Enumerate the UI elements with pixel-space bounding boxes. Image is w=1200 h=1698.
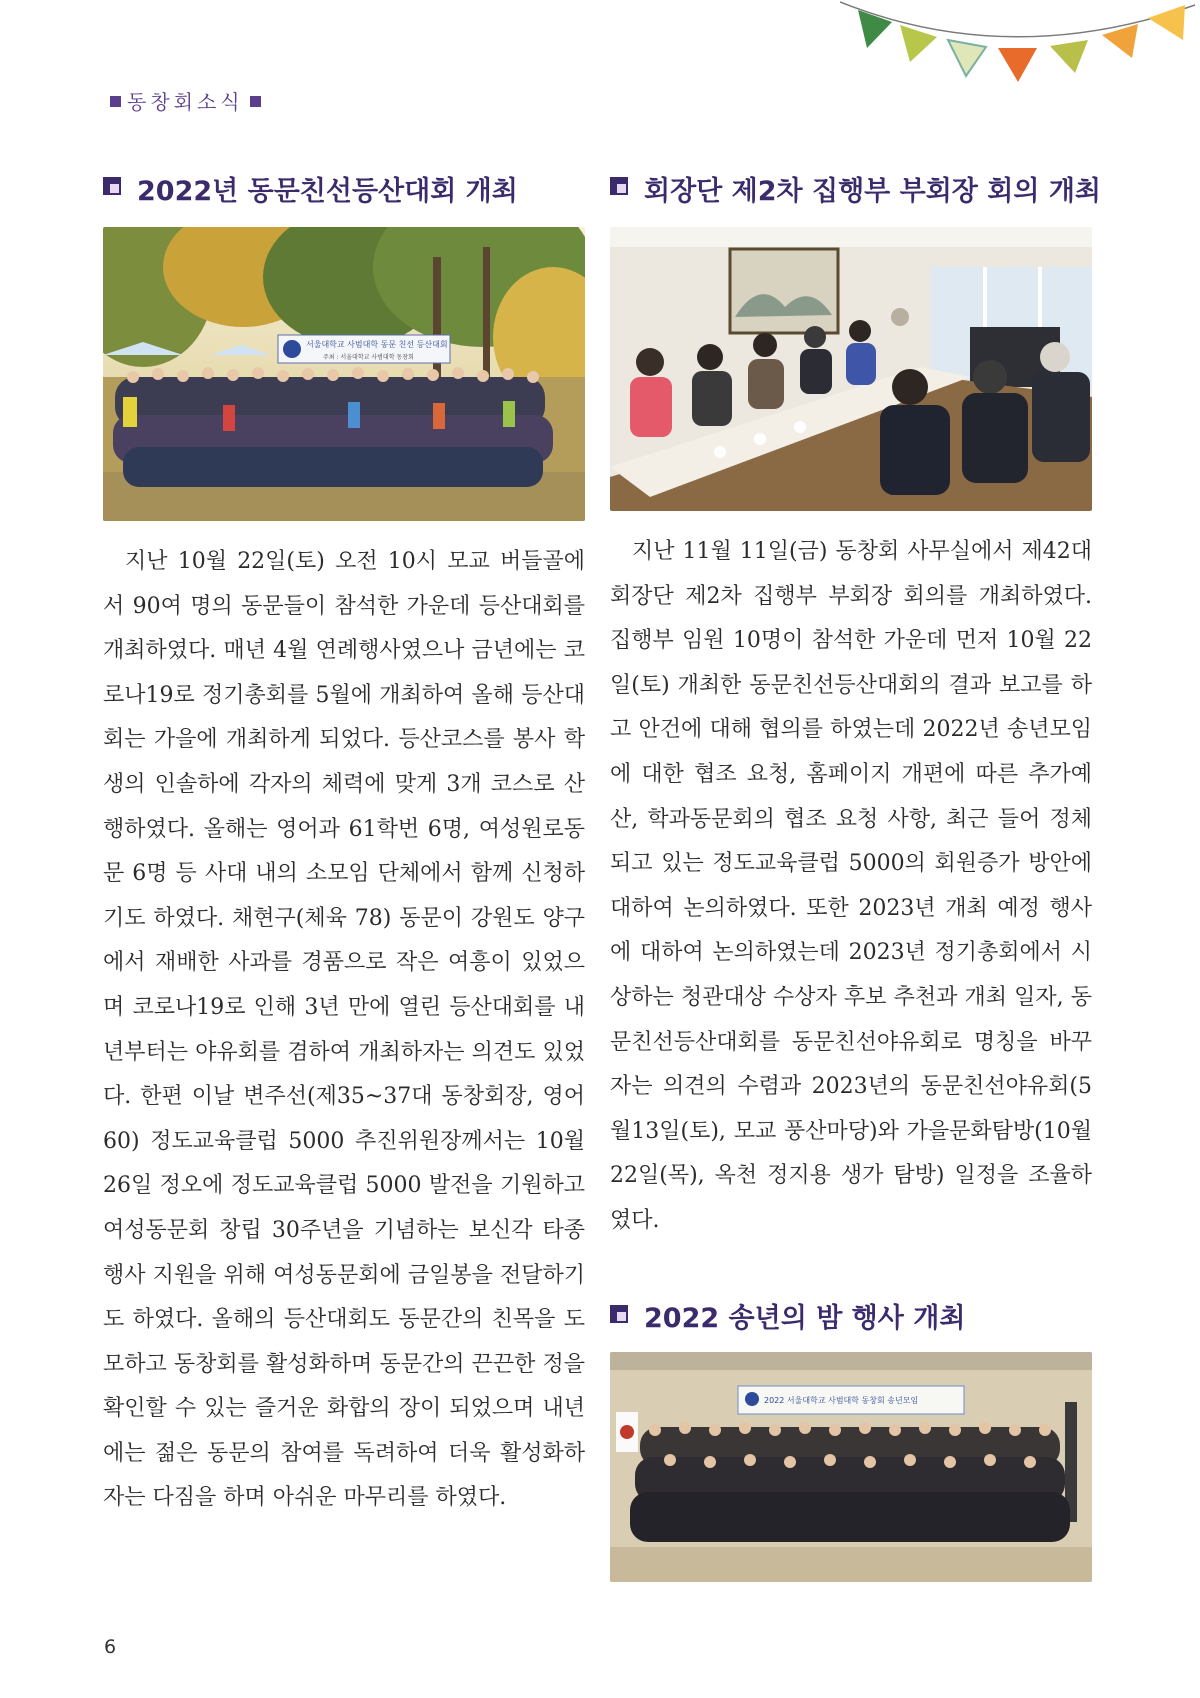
left-column [103, 170, 585, 1521]
heading-square-icon [610, 1305, 632, 1327]
article-heading-yearend [610, 1298, 1092, 1334]
right-column [610, 170, 1102, 1582]
square-bullet-icon [250, 96, 261, 107]
crowd-graphic [113, 367, 553, 487]
article-body-meeting: 지난 11월 11일(금) 동창회 사무실에서 제42대 회장단 제2차 집행부 부회장 회의를 개최하였다. 집행부 임원 10명이 참석한 가운데 먼저 10월 22일(토) 개최한 동문친선등산대회의 결과 보고를 하고 안건에 대해 협의를 하였는데 2022년 송년모임에 대한 협조 요청, 홈페이지 개편에 따른 추가예산, 학과동문회의 협조 요청 사항, 최근 들어 정체되고 있는 정도교육클럽 5000의 회원증가 방안에 대하여 논의하였다. 또한 2023년 개최 예정 행사에 대하여 논의하였는데 2023년 정기총회에서 시상하는 청관대상 수상자 후보 추천과 개최 일자, 동문친선등산대회를 동문친선야유회로 명칭을 바꾸자는 의견의 수렴과 2023년의 동문친선야유회(5월13일(토), 모교 풍산마당)와 가을문화탐방(10월22일(목), 옥천 정지용 생가 탐방) 일정을 조율하였다. [610, 539, 1092, 1233]
yearend-banner-text: 2022 서울대학교 사범대학 동창회 송년모임 [764, 1395, 919, 1405]
crowd-graphic [630, 1422, 1070, 1542]
hiking-group-photo [103, 227, 585, 521]
square-bullet-icon [110, 96, 121, 107]
heading-text: 2022년 동문친선등산대회 개최 [137, 175, 518, 207]
heading-square-icon [610, 177, 632, 199]
bunting-decoration [840, 0, 1200, 100]
page-number: 6 [104, 1636, 117, 1658]
yearend-party-photo [610, 1352, 1092, 1582]
heading-square-icon [103, 177, 125, 199]
section-tag [104, 86, 267, 115]
meeting-photo [610, 227, 1092, 511]
banner-text-sub: 주최 : 서울대학교 사범대학 동창회 [323, 354, 414, 361]
article-body-hiking: 지난 10월 22일(토) 오전 10시 모교 버들골에서 90여 명의 동문들이 참석한 가운데 등산대회를 개최하였다. 매년 4월 연례행사였으나 금년에는 코로나19로 정기총회를 5월에 개최하여 올해 등산대회는 가을에 개최하게 되었다. 등산코스를 봉사 학생의 인솔하에 각자의 체력에 맞게 3개 코스로 산행하였다. 올해는 영어과 61학번 6명, 여성원로동문 6명 등 사대 내의 소모임 단체에서 함께 신청하기도 하였다. 채현구(체육 78) 동문이 강원도 양구에서 재배한 사과를 경품으로 작은 여흥이 있었으며 코로나19로 인해 3년 만에 열린 등산대회를 내년부터는 야유회를 겸하여 개최하자는 의견도 있었다. 한편 이날 변주선(제35~37대 동창회장, 영어 60) 정도교육클럽 5000 추진위원장께서는 10월 26일 정오에 정도교육클럽 5000 발전을 기원하고 여성동문회 창립 30주년을 기념하는 보신각 타종 행사 지원을 위해 여성동문회에 금일봉을 전달하기도 하였다. 올해의 등산대회도 동문간의 친목을 도모하고 동창회를 활성화하며 동문간의 끈끈한 정을 확인할 수 있는 즐거운 화합의 장이 되었으며 내년에는 젊은 동문의 참여를 독려하여 더욱 활성화하자는 다짐을 하며 아쉬운 마무리를 하였다. [103, 549, 585, 1511]
article-heading-meeting [610, 170, 1102, 207]
article-heading-hiking [103, 170, 585, 206]
heading-text: 회장단 제2차 집행부 부회장 회의 개최 [644, 175, 1102, 207]
banner-text-main: 서울대학교 사범대학 동문 친선 등산대회 [306, 340, 448, 349]
section-label: 동창회소식 [127, 90, 244, 114]
heading-text: 2022 송년의 밤 행사 개최 [644, 1303, 966, 1334]
